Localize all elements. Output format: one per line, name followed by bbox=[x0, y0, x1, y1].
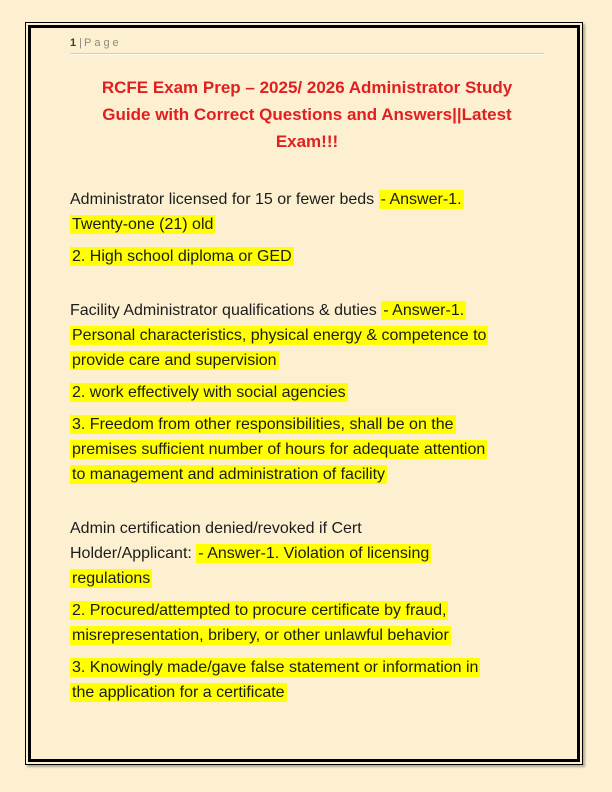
highlighted-text: 2. Procured/attempted to procure certificate by fraud, bbox=[72, 602, 447, 619]
highlighted-text: 3. Freedom from other responsibilities, shall be on the bbox=[72, 416, 454, 433]
qa-section bbox=[70, 298, 544, 487]
highlighted-text: 3. Knowingly made/gave false statement or information in bbox=[72, 659, 479, 676]
highlighted-text: regulations bbox=[72, 570, 151, 587]
paragraph bbox=[70, 598, 544, 648]
page-border-frame bbox=[25, 22, 583, 765]
page-number-separator: | bbox=[79, 37, 82, 49]
plain-text: Holder/Applicant: bbox=[70, 545, 197, 562]
highlighted-text: the application for a certificate bbox=[72, 684, 285, 701]
highlighted-text: - Answer-1. bbox=[380, 191, 462, 208]
title-line: Guide with Correct Questions and Answers||Latest bbox=[102, 105, 512, 124]
title-line: Exam!!! bbox=[275, 132, 339, 151]
page-header bbox=[70, 36, 544, 54]
highlighted-text: Twenty-one (21) old bbox=[72, 216, 214, 233]
paragraph bbox=[70, 298, 544, 373]
document-body bbox=[70, 187, 544, 705]
highlighted-text: premises sufficient number of hours for adequate attention bbox=[72, 441, 486, 458]
highlighted-text: to management and administration of facility bbox=[72, 466, 386, 483]
highlighted-text: Personal characteristics, physical energy & competence to bbox=[72, 327, 487, 344]
document-title bbox=[70, 74, 544, 155]
highlighted-text: misrepresentation, bribery, or other unlawful behavior bbox=[72, 627, 449, 644]
highlighted-text: - Answer-1. bbox=[383, 302, 465, 319]
page-number: 1 bbox=[70, 37, 78, 49]
paragraph bbox=[70, 516, 544, 591]
plain-text: Facility Administrator qualifications & duties bbox=[70, 302, 382, 319]
highlighted-text: 2. work effectively with social agencies bbox=[72, 384, 346, 401]
plain-text: Administrator licensed for 15 or fewer beds bbox=[70, 191, 379, 208]
page-border-inner bbox=[28, 25, 580, 762]
highlighted-text: - Answer-1. Violation of licensing bbox=[198, 545, 430, 562]
page-label: Page bbox=[83, 37, 122, 49]
paragraph bbox=[70, 187, 544, 237]
paragraph bbox=[70, 655, 544, 705]
highlighted-text: 2. High school diploma or GED bbox=[72, 248, 292, 265]
qa-section bbox=[70, 187, 544, 269]
paragraph bbox=[70, 244, 544, 269]
paragraph bbox=[70, 380, 544, 405]
qa-section bbox=[70, 516, 544, 705]
title-line: RCFE Exam Prep – 2025/ 2026 Administrator Study bbox=[101, 78, 513, 97]
page-content bbox=[31, 28, 577, 705]
plain-text: Admin certification denied/revoked if Cert bbox=[70, 520, 362, 537]
paragraph bbox=[70, 412, 544, 487]
highlighted-text: provide care and supervision bbox=[72, 352, 277, 369]
